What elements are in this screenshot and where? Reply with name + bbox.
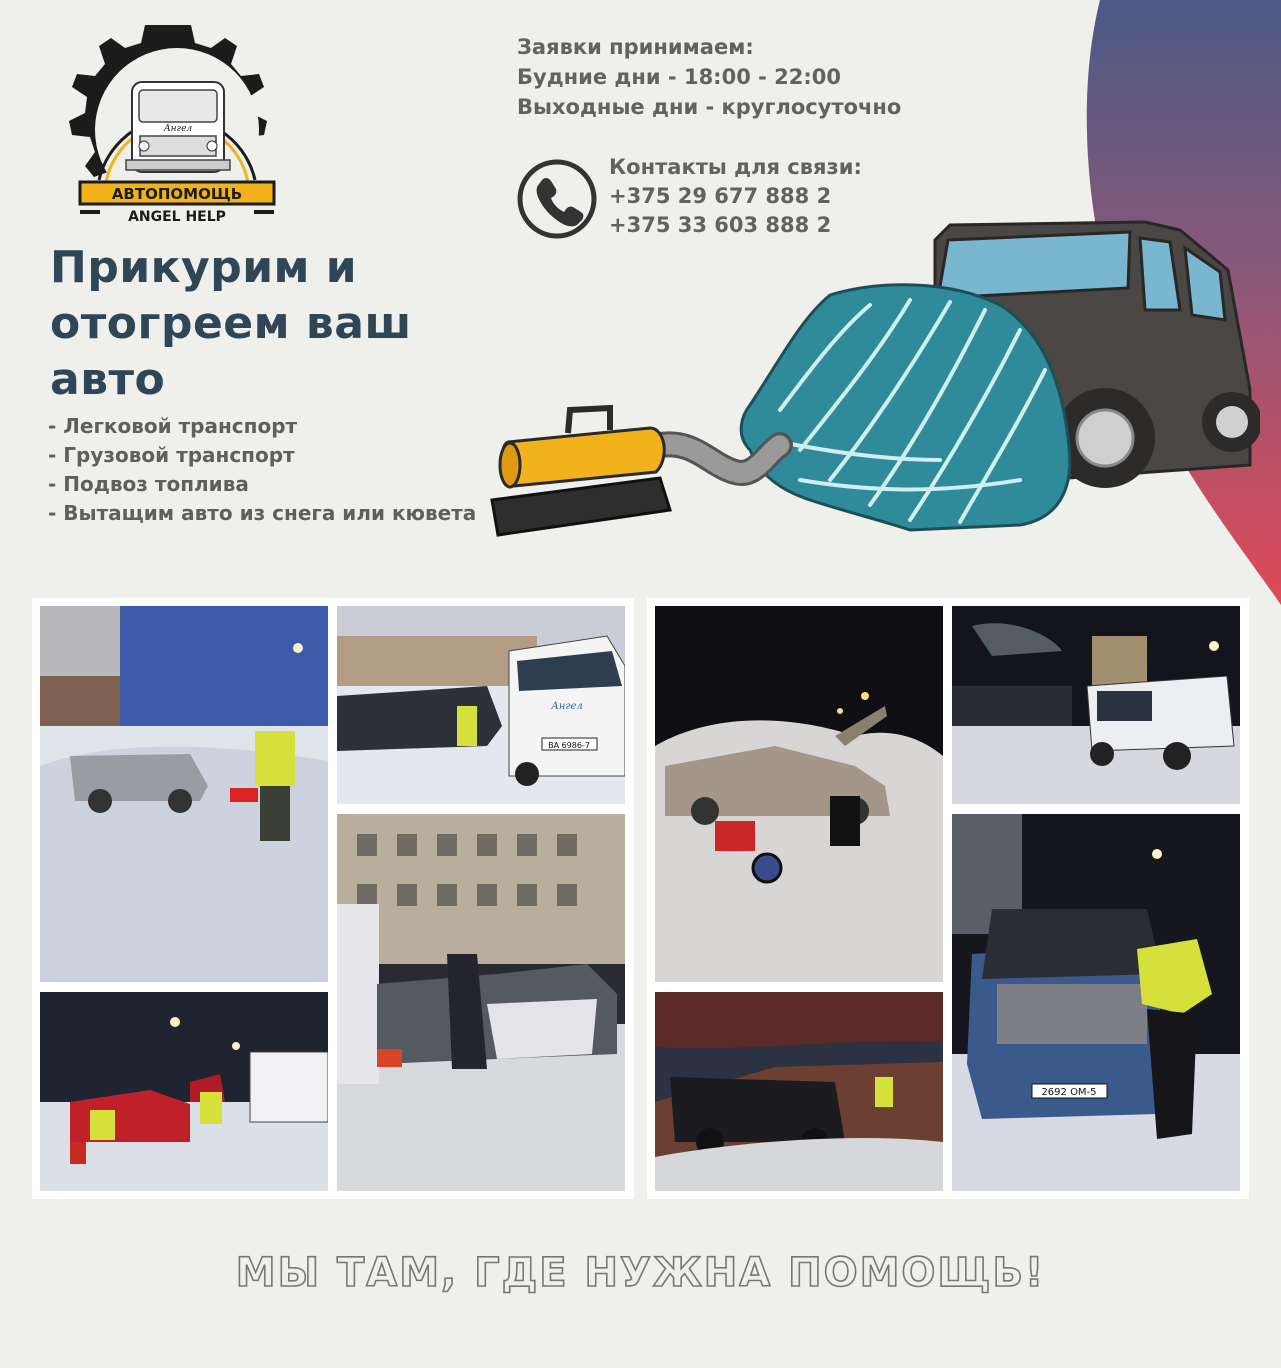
van-icon xyxy=(126,82,230,172)
van-badge-text: Ангел xyxy=(163,124,193,134)
photo-night-van-city[interactable] xyxy=(952,606,1240,804)
hours-weekends: Выходные дни - круглосуточно xyxy=(517,95,902,119)
phone-number-2[interactable]: +375 33 603 888 2 xyxy=(609,213,832,237)
heater-car-illustration xyxy=(480,210,1260,550)
headline-line-1: Прикурим и xyxy=(50,242,358,293)
headline xyxy=(50,240,470,408)
van-photo-label: Ангел xyxy=(551,701,583,712)
photo-suv-snow[interactable] xyxy=(40,606,328,982)
photo-vw-engine-boost[interactable] xyxy=(952,814,1240,1191)
hours-weekdays: Будние дни - 18:00 - 22:00 xyxy=(517,65,841,89)
service-item: - Подвоз топлива xyxy=(48,472,249,496)
contacts-heading: Контакты для связи: xyxy=(609,155,862,179)
photo-night-courtyard[interactable] xyxy=(337,814,625,1191)
blanket-icon xyxy=(741,285,1070,530)
service-item: - Грузовой транспорт xyxy=(48,443,295,467)
photo-rescue-van[interactable] xyxy=(337,606,625,804)
heater-icon xyxy=(492,408,670,535)
photo-panel-left xyxy=(32,598,634,1199)
brand-logo xyxy=(44,20,310,230)
working-hours xyxy=(517,32,901,122)
hours-heading: Заявки принимаем: xyxy=(517,35,754,59)
phone-number-1[interactable]: +375 29 677 888 2 xyxy=(609,184,832,208)
logo-bottom-text: ANGEL HELP xyxy=(128,209,226,225)
logo-top-text: АВТОПОМОЩЬ xyxy=(111,185,243,203)
services-list xyxy=(48,412,478,528)
service-item: - Вытащим авто из снега или кювета xyxy=(48,501,477,525)
hose-icon xyxy=(660,444,780,473)
photo-snowed-sedan[interactable] xyxy=(655,606,943,982)
headline-line-2: отогреем ваш xyxy=(50,298,412,349)
service-item: - Легковой транспорт xyxy=(48,414,298,438)
photo-night-jeep[interactable] xyxy=(655,992,943,1191)
photo-panel-right xyxy=(647,598,1249,1199)
plate-2: 2692 OM-5 xyxy=(1041,1087,1097,1098)
photo-red-car-boost[interactable] xyxy=(40,992,328,1191)
slogan: МЫ ТАМ, ГДЕ НУЖНА ПОМОЩЬ! xyxy=(235,1250,1046,1296)
plate-1: BA 6986-7 xyxy=(548,741,590,750)
headline-line-3: авто xyxy=(50,354,166,405)
